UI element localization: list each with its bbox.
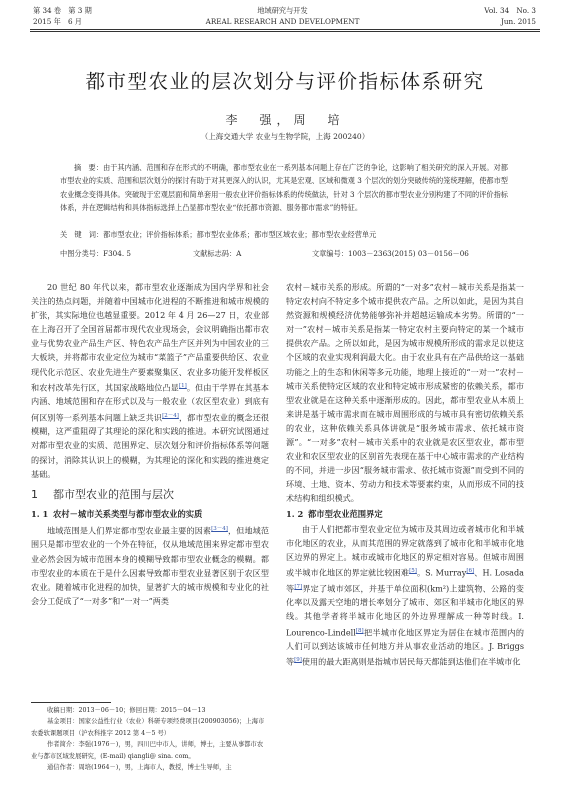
citation-link[interactable]: [1] (178, 382, 187, 389)
section-title: 都市型农业的范围与层次 (53, 487, 174, 501)
body-text-a: 由于人们把都市型农业定位为城市及其周边或者城市化和半城市化地区的农业，从而其范围的界定就落到了城市化和半城市化地区边界的界定上。城市或城市化地区的界定相对容易。但城市周围或半城市化地区的界定就比较困难 (286, 523, 524, 578)
footnote-received: 收稿日期：2013－06－10；修回日期：2015－04－13 (47, 707, 206, 714)
citation-link[interactable]: [7] (294, 583, 303, 590)
clc-number: 中图分类号：F304. 5 (60, 249, 131, 258)
subsection-title: 农村－城市关系类型与都市型农业的实质 (53, 508, 203, 519)
footnote-rule (31, 702, 111, 703)
right-column (286, 280, 524, 669)
section-heading-1 (31, 486, 269, 504)
running-header-left (33, 5, 163, 29)
intro-text-3: ，都市型农业的概念还很模糊，这严重阻碍了其理论的深化和实践的推进。本研究试图通过对都市型农业的实质、范围界定、层次划分和评价指标体系等问题的探讨，消除其认识上的模糊，为其理论的深化和实践的推进奠定基础。 (31, 412, 269, 479)
running-header-right (420, 5, 536, 29)
article-authors: 李 强，周 培 (225, 113, 345, 127)
footnotes (31, 705, 269, 773)
body-paragraph (286, 522, 524, 670)
subsection-number: 1. 2 (286, 508, 304, 519)
body-text-e: 把半城市化地区界定为居住在城市范围内的人们可以到达该城市任何地方并从事农业活动的地区。J. Briggs 等 (286, 627, 524, 668)
footnote-fund: 基金项目：国家公益性行业（农业）科研专项经费项目(200903056)；上海市农委软课题项目（沪农科推字 2012 第 4－5 号） (31, 718, 265, 737)
keywords (60, 229, 508, 240)
intro-text-1: 20 世纪 80 年代以来，都市型农业逐渐成为国内学界和社会关注的热点问题，并随着中国城市化进程的不断推进和城市规模的扩张，其实际地位也越显重要。2012 年 4 月 26—27 日，农业部在上海召开了全国首届都市现代农业现场会，会议明确指出都市农业与优势农业产品生产区、特色农产品生产区并列为中国农业的三大板块，并将都市农业定位为城市“菜篮子”产品重要供给区、农业现代化示范区、农业先进生产要素聚集区、农业多功能开发样板区和农村改革先行区，其国家战略地位凸显 (31, 282, 269, 393)
keywords-text: 都市型农业；评价指标体系；都市型农业体系；都市型区域农业；都市型农业经营单元 (103, 230, 377, 239)
subsection-title: 都市型农业范围界定 (308, 508, 383, 519)
article-number: 文章编号：1003－2363(2015) 03－0156－06 (312, 249, 469, 258)
citation-link[interactable]: [9] (294, 657, 302, 664)
citation-link[interactable]: [5] (409, 567, 417, 574)
footnote-author: 作者简介：李强(1976－)，男，四川巴中市人，讲师，博士，主要从事都市农业与都市区域发展研究，(E-mail) qiangli@ sina. com。 (31, 741, 264, 760)
footnote-corresponding: 通信作者：周培(1964－)，男，上海市人，教授，博士生导师，主 (47, 764, 232, 772)
publication-date: 2015 年 6 月 (33, 17, 82, 26)
journal-name-en: AREAL RESEARCH AND DEVELOPMENT (205, 17, 360, 26)
body-text-1: 地域范围是人们界定都市型农业最主要的因素 (47, 525, 212, 536)
body-text-2: ，但地域范围只是都市型农业的一个外在特征，仅从地域范围来界定都市型农业必然会因为城市范围本身的模糊导致都市型农业概念的模糊。都市型农业的本质在于是什么因素导致都市型农业显著区别于农区型农业。随着城市化进程的加快，显著扩大的城市规模和专业化的社会分工促成了“一对多”和“一对一”两类 (31, 525, 269, 606)
document-code: 文献标志码：A (193, 249, 242, 258)
intro-paragraph (31, 280, 269, 481)
section-number: 1 (31, 487, 38, 501)
author-affiliation: （上海交通大学 农业与生物学院，上海 200240） (200, 132, 370, 141)
article-title: 都市型农业的层次划分与评价指标体系研究 (85, 70, 485, 93)
subsection-heading-1-2 (286, 507, 524, 521)
body-text-d: 界定了城市郊区，并基于单位面积(km²)上建筑物、公路的变化率以及露天空地的增长率划分了城市、郊区和半城市化地区的界线。其他学者将半城市化地区的外边界理解成一种等时线。I. Lourenco-Lindell (286, 583, 524, 638)
volume-issue-en: Vol. 34 No. 3 (484, 6, 536, 15)
journal-name-cn: 地域研究与开发 (257, 6, 308, 15)
publication-date-en: Jun. 2015 (500, 17, 536, 26)
citation-link[interactable]: [6] (466, 567, 475, 574)
abstract-label: 摘 要： (74, 163, 103, 172)
abstract (60, 161, 508, 215)
citation-link[interactable]: [8] (355, 627, 364, 634)
abstract-text: 由于其内涵、范围和存在形式的不明确，都市型农业在一系列基本问题上存在广泛的争论，这影响了相关研究的深入开展。对都市型农业的实质、范围和层次划分的探讨有助于对其更深入的认识，尤其是宏观、区域和微观 3 个层次的划分突破传统的笼统理解，使都市型农业概念变得具体。突破现于宏观层面和简单套用一般农业评价指标体系的传统做法，针对 3 个层次的都市型农业分别构建了不同的评价指标体系，并在逻辑结构和具体指标选择上凸显都市型农业“依托都市资源、服务都市需求”的特征。 (60, 163, 508, 213)
body-text-f: 使用的最大距离则是指城市居民每天都能到达他们在半城市化 (301, 657, 521, 668)
body-paragraph: 农村－城市关系的形成。所谓的“一对多”农村－城市关系是指某一特定农村向不特定多个城市提供农产品。之所以如此，是因为其自然资源和规模经济优势能够弥补并超越运输成本劣势。所谓的“一对一”农村－城市关系是指某一特定农村主要向特定的某一个城市提供农产品。之所以如此，是因为城市规模所形成的需求足以使这个区域的农业实现利润最大化。由于农业具有在产品供给这一基础功能之上的生态和休闲等多元功能，地理上接近的“一对一”农村－城市关系使特定区域的农业和特定城市形成紧密的依赖关系，都市型农业就是在这种关系中逐渐形成的。因此，都市型农业从本质上来讲是基于城市需求而在城市周围形成的与城市具有密切依赖关系的农业，这种依赖关系具体讲就是“服务城市需求、依托城市资源”。“一对多”农村－城市关系中的农业就是农区型农业，都市型农业和农区型农业的区别首先表现在基于中心城市需求的产业结构的不同，并进一步因“服务城市需求、依托城市资源”而受到不同的环境、土地、资本、劳动力和技术等要素约束，从而形成不同的技术结构和组织模式。 (286, 282, 524, 504)
left-column (31, 280, 269, 608)
intro-text-2: 。但由于学界在其基本内涵、地域范围和存在形式以及与一般农业（农区型农业）到底有何区别等一系列基本问题上缺乏共识 (31, 382, 269, 423)
body-paragraph (31, 522, 269, 608)
header-rule-bottom (30, 31, 540, 32)
citation-link[interactable]: [3－4] (211, 525, 228, 532)
body-text-c: 、H. Losada 等 (286, 567, 524, 594)
subsection-heading-1-1 (31, 507, 269, 521)
body-text-b: 。S. Murray (416, 567, 467, 578)
running-header-center (160, 5, 405, 29)
header-rule-top (30, 29, 540, 30)
keywords-label: 关 键 词： (60, 230, 104, 239)
volume-issue: 第 34 卷 第 3 期 (33, 6, 92, 15)
citation-link[interactable]: [2－4] (162, 412, 179, 419)
subsection-number: 1. 1 (31, 508, 49, 519)
